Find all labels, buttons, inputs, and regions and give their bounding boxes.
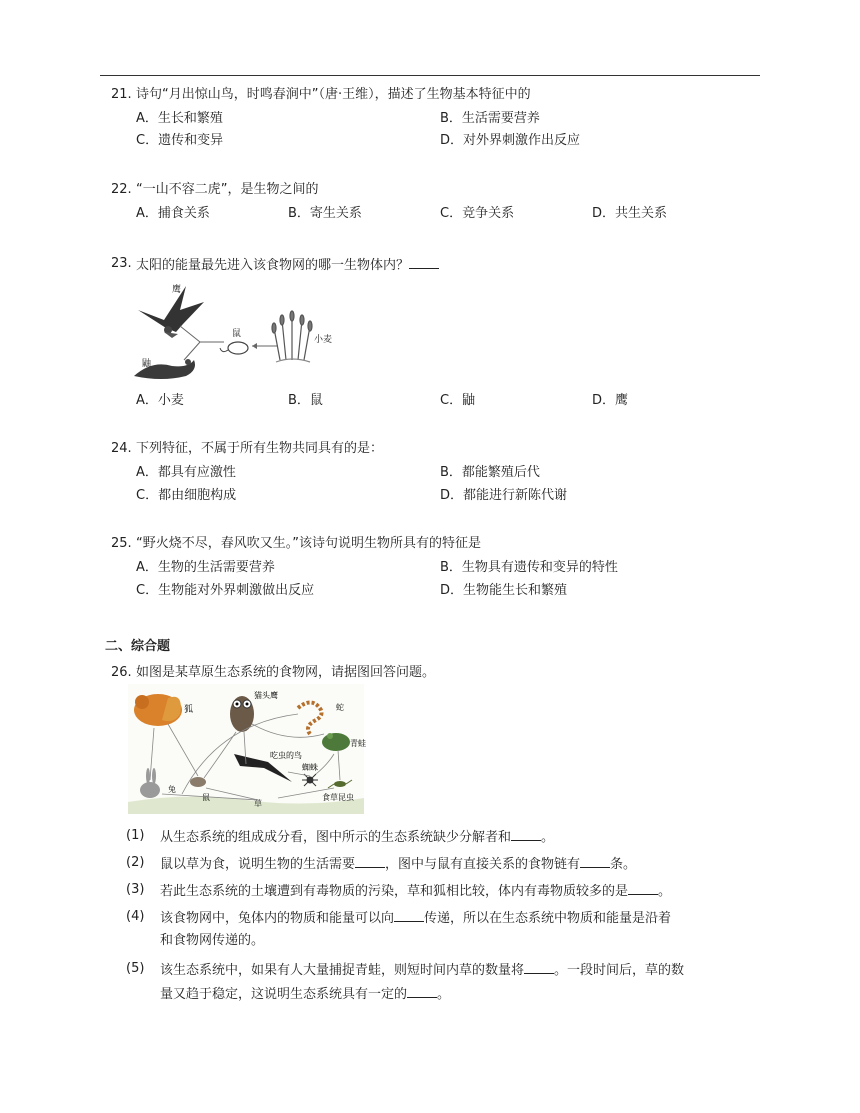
q25-number: 25.	[111, 536, 132, 551]
q26-sub4-line2: 和食物网传递的。	[160, 933, 265, 948]
q21-option-a: A．生长和繁殖	[136, 111, 223, 126]
header-rule	[100, 75, 760, 76]
q26-sub1-number: (1)	[126, 828, 145, 843]
q24-number: 24.	[111, 441, 132, 456]
q22-option-d: D．共生关系	[592, 206, 668, 221]
frog-image	[322, 733, 350, 751]
q24-option-b: B．都能繁殖后代	[440, 465, 540, 480]
q23-option-a: A．小麦	[136, 393, 184, 408]
q25-option-b: B．生物具有遗传和变异的特性	[440, 560, 618, 575]
q26-sub5-number: (5)	[126, 961, 145, 976]
q26-sub4	[160, 908, 671, 928]
q26-sub1-blank[interactable]	[511, 827, 541, 841]
q23-label-eagle: 鹰	[172, 285, 182, 295]
q26-label-rabbit: 兔	[168, 785, 176, 794]
q26-sub5-blank2[interactable]	[407, 984, 437, 998]
arrow-to-eagle	[180, 326, 200, 342]
mouse-image-q26	[190, 777, 206, 787]
q21-option-c: C．遗传和变异	[136, 133, 224, 148]
q26-sub3-text: 若此生态系统的土壤遭到有毒物质的污染，草和狐相比较，体内有毒物质较多的是	[160, 884, 629, 899]
q22-option-c: C．竞争关系	[440, 206, 515, 221]
q24-option-d: D．都能进行新陈代谢	[440, 488, 568, 503]
q26-label-frog: 青蛙	[350, 739, 366, 748]
q23-number: 23.	[111, 256, 132, 271]
q23-option-b: B．鼠	[288, 393, 323, 408]
q26-sub2-text-a: 鼠以草为食，说明生物的生活需要	[160, 857, 356, 872]
q21-option-b: B．生活需要营养	[440, 111, 540, 126]
q26-label-spider: 蜘蛛	[302, 763, 318, 772]
q26-sub2-number: (2)	[126, 855, 145, 870]
q26-sub3-blank[interactable]	[628, 881, 658, 895]
q23-stem: 太阳的能量最先进入该食物网的哪一生物体内？	[136, 258, 410, 273]
q26-sub4-text-b: 传递，所以在生态系统中物质和能量是沿着	[424, 911, 672, 926]
q26-sub5	[160, 960, 684, 980]
q26-label-snake: 蛇	[336, 703, 344, 712]
q23-label-wheat: 小麦	[314, 335, 333, 345]
mouse-image	[220, 342, 248, 354]
q25-option-c: C．生物能对外界刺激做出反应	[136, 583, 315, 598]
q24-option-c: C．都由细胞构成	[136, 488, 237, 503]
q22-number: 22.	[111, 182, 132, 197]
q22-option-b: B．寄生关系	[288, 206, 362, 221]
q21-number: 21.	[111, 87, 132, 102]
q26-sub5-text-c: 量又趋于稳定，这说明生态系统具有一定的	[160, 987, 408, 1002]
snake-image	[298, 702, 322, 734]
herbivorous-insect-image	[328, 780, 352, 788]
q26-sub3-number: (3)	[126, 882, 145, 897]
q21-stem: 诗句“月出惊山鸟，时鸣春涧中”（唐·王维），描述了生物基本特征中的	[136, 87, 531, 102]
q24-option-a: A．都具有应激性	[136, 465, 236, 480]
rabbit-image	[140, 768, 160, 798]
q26-sub4-blank[interactable]	[394, 908, 424, 922]
q26-sub3	[160, 881, 671, 901]
q23-answer-blank[interactable]	[409, 255, 439, 269]
q24-stem: 下列特征，不属于所有生物共同具有的是：	[136, 441, 384, 456]
q26-sub1-text: 从生态系统的组成成分看，图中所示的生态系统缺少分解者和	[160, 830, 512, 845]
q26-label-fox: 狐	[184, 705, 194, 715]
q26-label-bird: 吃虫的鸟	[270, 751, 302, 760]
q26-sub1-end: 。	[541, 830, 555, 845]
q26-sub5-text-a: 该生态系统中，如果有人大量捕捉青蛙，则短时间内草的数量将	[160, 963, 525, 978]
q26-sub5-line2	[160, 984, 450, 1004]
q26-food-web-figure	[128, 684, 364, 814]
q23-option-c: C．鼬	[440, 393, 476, 408]
q21-option-d: D．对外界刺激作出反应	[440, 133, 581, 148]
q26-sub5-end: 。	[437, 987, 451, 1002]
q23-label-mouse: 鼠	[232, 329, 242, 339]
q23-stem-line	[136, 255, 439, 275]
q22-option-a: A．捕食关系	[136, 206, 210, 221]
q26-sub1	[160, 827, 554, 847]
q26-label-owl: 猫头鹰	[254, 691, 278, 700]
q23-food-web-figure	[128, 280, 368, 390]
q26-sub2	[160, 854, 636, 874]
q26-sub2-blank1[interactable]	[355, 854, 385, 868]
q26-sub5-blank1[interactable]	[524, 960, 554, 974]
q26-label-insect: 食草昆虫	[322, 793, 354, 802]
q25-option-d: D．生物能生长和繁殖	[440, 583, 568, 598]
q26-sub2-text-c: 条。	[610, 857, 637, 872]
q26-label-grass: 草	[254, 799, 262, 808]
q26-sub2-text-b: ，图中与鼠有直接关系的食物链有	[385, 857, 581, 872]
q26-label-mouse: 鼠	[202, 793, 210, 802]
q26-sub4-number: (4)	[126, 909, 145, 924]
section-title: 二、综合题	[105, 639, 171, 654]
q25-option-a: A．生物的生活需要营养	[136, 560, 275, 575]
q26-stem: 如图是某草原生态系统的食物网，请据图回答问题。	[136, 665, 436, 680]
q26-sub4-text-a: 该食物网中，兔体内的物质和能量可以向	[160, 911, 395, 926]
q26-sub3-end: 。	[658, 884, 672, 899]
wheat-image	[272, 311, 312, 362]
q26-sub2-blank2[interactable]	[580, 854, 610, 868]
q25-stem: “野火烧不尽，春风吹又生。”该诗句说明生物所具有的特征是	[136, 536, 481, 551]
fox-image	[134, 694, 182, 726]
q23-label-weasel: 鼬	[142, 359, 152, 369]
q23-option-d: D．鹰	[592, 393, 629, 408]
q22-stem: “一山不容二虎”，是生物之间的	[136, 182, 319, 197]
eagle-image	[138, 286, 204, 338]
q26-sub5-text-b: 。一段时间后，草的数	[554, 963, 685, 978]
q26-number: 26.	[111, 665, 132, 680]
arrow-to-weasel	[184, 342, 200, 360]
